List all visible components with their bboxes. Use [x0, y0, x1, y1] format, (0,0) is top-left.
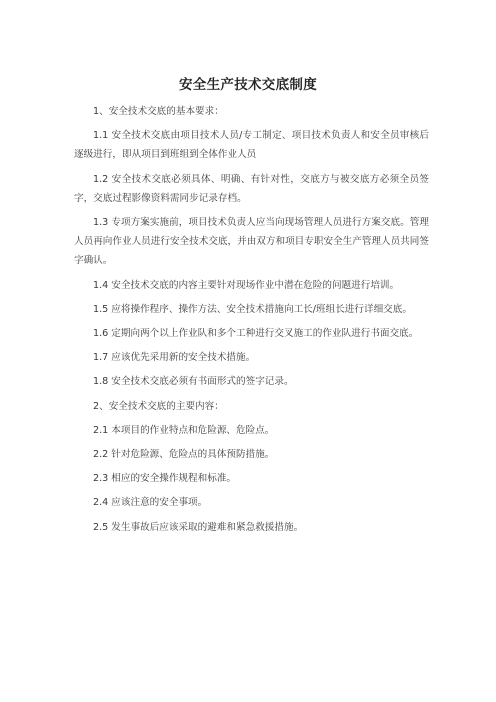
- clause-1-3: 1.3 专项方案实施前，项目技术负责人应当向现场管理人员进行方案交底。管理人员再向作业人员进行安全技术交底，并由双方和项目专职安全生产管理人员共同签字确认。: [74, 217, 429, 267]
- clause-1-6: 1.6 定期向两个以上作业队和多个工种进行交叉施工的作业队进行书面交底。: [93, 328, 419, 340]
- clause-2-1: 2.1 本项目的作业特点和危险源、危险点。: [93, 424, 275, 436]
- clause-1-7: 1.7 应该优先采用新的安全技术措施。: [93, 352, 256, 364]
- clause-2-2: 2.2 针对危险源、危险点的具体预防措施。: [93, 449, 275, 461]
- document-body: [74, 102, 429, 542]
- clause-1-4: 1.4 安全技术交底的内容主要针对现场作业中潜在危险的问题进行培训。: [93, 279, 400, 291]
- clause-2-5: 2.5 发生事故后应该采取的避难和紧急救援措施。: [93, 521, 304, 533]
- clause-1-8: 1.8 安全技术交底必须有书面形式的签字记录。: [93, 376, 294, 388]
- section-heading-2: 2、安全技术交底的主要内容：: [93, 400, 224, 412]
- clause-1-2: 1.2 安全技术交底必须具体、明确、有针对性，交底方与被交底方必须全员签字，交底过程影像资料需同步记录存档。: [74, 173, 429, 204]
- clause-1-5: 1.5 应将操作程序、操作方法、安全技术措施向工长/班组长进行详细交底。: [93, 303, 412, 315]
- section-heading-1: 1、安全技术交底的基本要求：: [93, 106, 224, 117]
- clause-2-4: 2.4 应该注意的安全事项。: [93, 497, 208, 509]
- clause-1-1: 1.1 安全技术交底由项目技术人员/专工制定、项目技术负责人和安全员审核后逐级进行，即从项目到班组到全体作业人员: [74, 130, 429, 161]
- clause-2-3: 2.3 相应的安全操作规程和标准。: [93, 473, 237, 485]
- document-title: 安全生产技术交底制度: [179, 77, 317, 93]
